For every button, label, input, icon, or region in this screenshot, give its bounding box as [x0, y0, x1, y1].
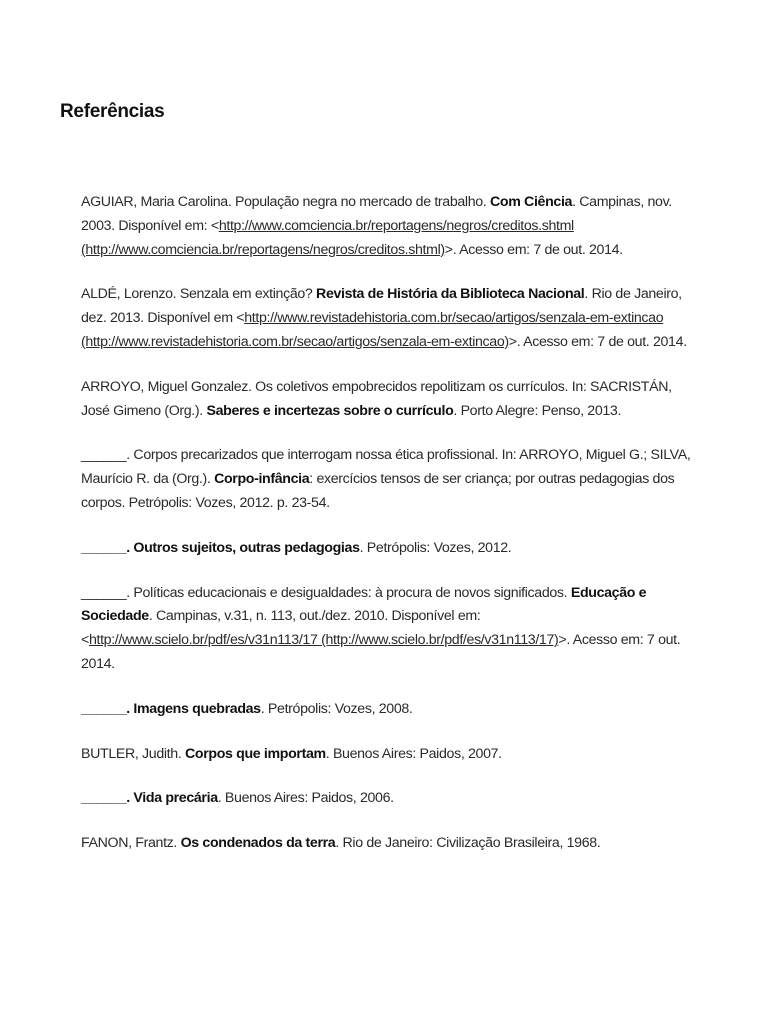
page-title: Referências — [60, 101, 165, 122]
reference-text: FANON, Frantz. — [81, 835, 181, 852]
reference-text: : exercícios tensos de ser criança; por outras pedagogias dos corpos. Petrópolis: Vozes, 2012. p. 23-54. — [81, 471, 675, 511]
reference-text: BUTLER, Judith. — [81, 745, 185, 762]
reference-item — [81, 191, 691, 262]
reference-item — [81, 582, 691, 677]
reference-item — [81, 537, 691, 561]
reference-link[interactable]: http://www.scielo.br/pdf/es/v31n113/17 (http://www.scielo.br/pdf/es/v31n113/17) — [88, 632, 559, 649]
reference-text: ______. Políticas educacionais e desigualdades: à procura de novos significados. — [81, 584, 571, 601]
reference-link[interactable]: http://www.revistadehistoria.com.br/secao/artigos/senzala-em-extincao (http://www.revistadehistoria.com.br/secao/artigos/senzala-em-extincao) — [81, 310, 664, 350]
reference-item — [81, 832, 691, 856]
reference-text: . Porto Alegre: Penso, 2013. — [453, 402, 622, 419]
reference-item — [81, 376, 691, 424]
reference-title: Corpo-infância — [214, 471, 310, 488]
reference-text: . Petrópolis: Vozes, 2012. — [359, 539, 512, 556]
reference-title: ______. Imagens quebradas — [81, 700, 261, 717]
reference-text: ARROYO, Miguel Gonzalez. Os coletivos empobrecidos repolitizam os currículos. In: SACRISTÁN, José Gimeno (Org.). — [81, 378, 672, 419]
reference-item — [81, 444, 691, 515]
reference-title: Corpos que importam — [185, 745, 326, 762]
reference-text: ______. Corpos precarizados que interrogam nossa ética profissional. In: ARROYO, Miguel G.; SILVA, Maurício R. da (Org.). — [81, 447, 691, 488]
reference-text: . Rio de Janeiro, dez. 2013. Disponível em < — [81, 286, 682, 327]
reference-text: AGUIAR, Maria Carolina. População negra no mercado de trabalho. — [81, 194, 490, 210]
reference-text: . Campinas, nov. 2003. Disponível em: < — [81, 194, 672, 234]
reference-text: . Buenos Aires: Paidos, 2007. — [325, 745, 502, 762]
reference-title: ______. Vida precária — [81, 790, 218, 807]
reference-title: Saberes e incertezas sobre o currículo — [206, 402, 454, 419]
reference-title: Educação e Sociedade — [81, 584, 647, 625]
reference-link[interactable]: http://www.comciencia.br/reportagens/negros/creditos.shtml (http://www.comciencia.br/reportagens/negros/creditos.shtml) — [81, 217, 574, 258]
reference-title: Com Ciência — [489, 194, 573, 210]
reference-title: ______. Outros sujeitos, outras pedagogias — [81, 539, 360, 556]
reference-item — [81, 698, 691, 722]
reference-item — [81, 787, 691, 811]
reference-title: Revista de História da Biblioteca Nacional — [316, 286, 585, 303]
reference-text: >. Acesso em: 7 de out. 2014. — [444, 241, 623, 258]
reference-text: ALDÉ, Lorenzo. Senzala em extinção? — [81, 286, 317, 303]
reference-item — [81, 283, 691, 354]
reference-text: >. Acesso em: 7 de out. 2014. — [508, 333, 687, 350]
reference-text: . Petrópolis: Vozes, 2008. — [260, 700, 413, 717]
reference-text: . Campinas, v.31, n. 113, out./dez. 2010. Disponível em: < — [81, 608, 481, 649]
reference-list — [81, 191, 691, 877]
reference-text: >. Acesso em: 7 out. 2014. — [81, 632, 681, 672]
reference-text: . Buenos Aires: Paidos, 2006. — [217, 790, 394, 807]
reference-text: . Rio de Janeiro: Civilização Brasileira, 1968. — [335, 835, 601, 852]
reference-title: Os condenados da terra — [180, 835, 336, 852]
reference-item — [81, 743, 691, 767]
